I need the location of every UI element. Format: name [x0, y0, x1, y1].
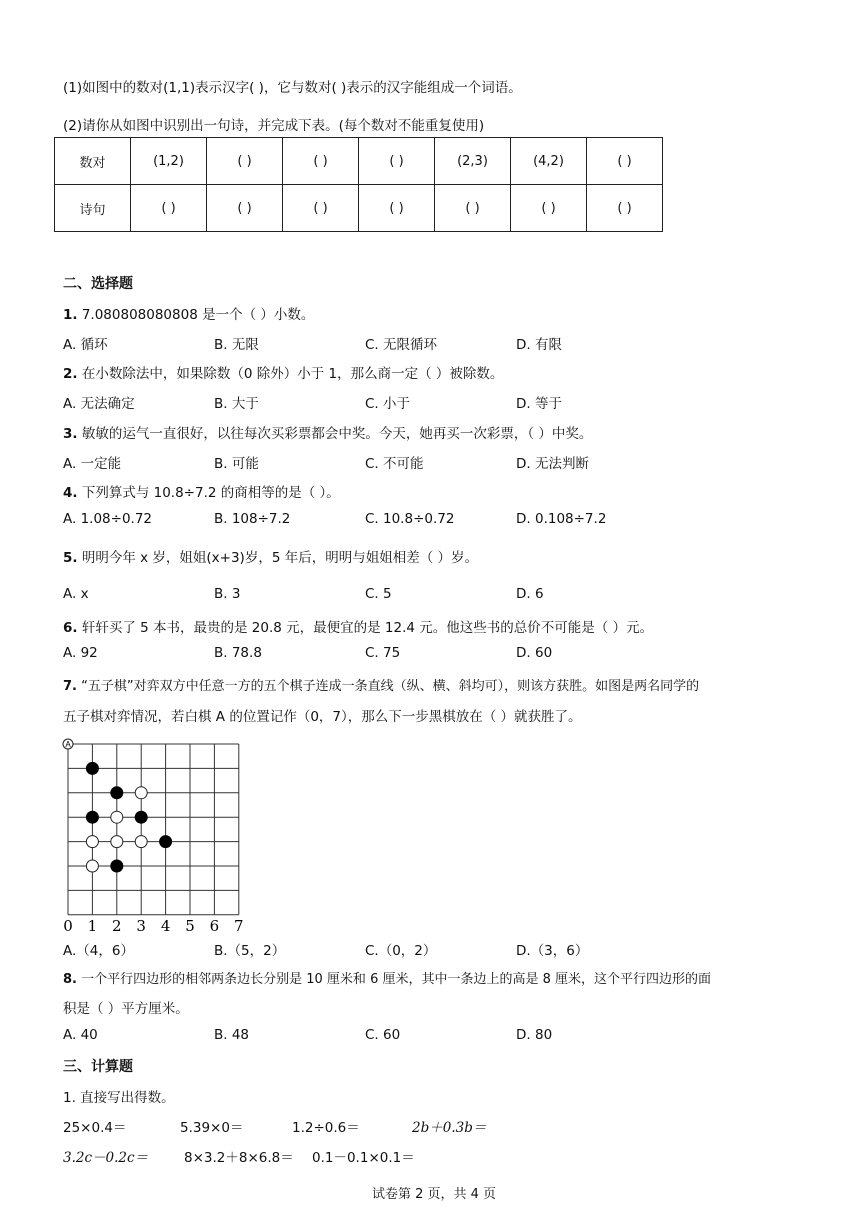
black-stone: [110, 786, 123, 799]
coordinate-poem-table: [54, 137, 663, 232]
table-cell: ( ): [207, 185, 283, 232]
calc-item: 25×0.4＝: [63, 1120, 127, 1136]
question-text-continued: 积是（ ）平方厘米。: [63, 1001, 189, 1017]
gomoku-board: [60, 736, 250, 935]
table-cell: ( ): [131, 185, 207, 232]
table-cell: ( ): [587, 185, 663, 232]
table-cell: ( ): [207, 138, 283, 185]
option-c[interactable]: C. 5: [365, 586, 392, 602]
choice-question-4: [63, 481, 340, 501]
choice-question-8: [63, 968, 711, 987]
axis-tick-label: 3: [136, 916, 146, 935]
table-cell: ( ): [283, 185, 359, 232]
axis-tick-label: 2: [112, 916, 122, 935]
question-number: 6.: [63, 620, 78, 636]
table-cell: ( ): [511, 185, 587, 232]
option-a[interactable]: A. 无法确定: [63, 396, 135, 412]
calc-item: 2b＋0.3b＝: [412, 1120, 487, 1136]
option-c[interactable]: C.（0，2）: [365, 943, 437, 959]
white-stone: [111, 811, 123, 823]
question-number: 1.: [63, 307, 78, 323]
table-cell: (2,3): [435, 138, 511, 185]
section-title-choice: 二、选择题: [63, 276, 133, 292]
choice-question-5: [63, 546, 478, 566]
question-text: 一个平行四边形的相邻两条边长分别是 10 厘米和 6 厘米，其中一条边上的高是 8 厘米，这个平行四边形的面: [81, 972, 712, 987]
table-row: [55, 185, 663, 232]
question-text: 下列算式与 10.8÷7.2 的商相等的是（ ）。: [81, 485, 340, 501]
table-row: [55, 138, 663, 185]
white-stone: [135, 787, 147, 799]
option-d[interactable]: D. 有限: [516, 337, 562, 353]
calc-item: 3.2c－0.2c＝: [63, 1150, 149, 1166]
white-stone: [135, 836, 147, 848]
question-number: 4.: [63, 485, 78, 501]
question-number: 3.: [63, 426, 78, 442]
option-a[interactable]: A. 1.08÷0.72: [63, 511, 153, 527]
option-b[interactable]: B. 大于: [214, 396, 259, 412]
calc-item: 0.1－0.1×0.1＝: [312, 1150, 415, 1166]
question-text-continued: 五子棋对弈情况，若白棋 A 的位置记作（0，7），那么下一步黑棋放在（ ）就获胜了。: [63, 709, 582, 725]
option-c[interactable]: C. 不可能: [365, 456, 424, 472]
question-1-text: (1)如图中的数对(1,1)表示汉字( )，它与数对( )表示的汉字能组成一个词语。: [63, 80, 522, 96]
choice-question-2: [63, 362, 503, 382]
option-b[interactable]: B. 108÷7.2: [214, 511, 291, 527]
option-c[interactable]: C. 60: [365, 1027, 401, 1043]
question-number: 2.: [63, 366, 78, 382]
axis-tick-label: 0: [63, 916, 73, 935]
question-number: 7.: [63, 679, 77, 694]
option-d[interactable]: D. 0.108÷7.2: [516, 511, 607, 527]
option-b[interactable]: B. 48: [214, 1027, 250, 1043]
option-a[interactable]: A. x: [63, 586, 89, 602]
option-b[interactable]: B. 3: [214, 586, 241, 602]
option-b[interactable]: B.（5，2）: [214, 943, 286, 959]
table-cell: 数对: [55, 138, 131, 185]
table-cell: ( ): [359, 185, 435, 232]
black-stone: [86, 811, 99, 824]
option-a[interactable]: A. 92: [63, 645, 98, 661]
axis-tick-label: 1: [87, 916, 98, 935]
option-a[interactable]: A. 一定能: [63, 456, 122, 472]
board-axis-labels: [63, 917, 243, 935]
option-a[interactable]: A. 40: [63, 1027, 98, 1043]
table-cell: ( ): [359, 138, 435, 185]
calc-item: 1.2÷0.6＝: [292, 1120, 360, 1136]
table-cell: ( ): [283, 138, 359, 185]
option-a[interactable]: A. 循环: [63, 337, 108, 353]
black-stone: [159, 835, 172, 848]
stone-label: A: [65, 740, 71, 749]
option-d[interactable]: D.（3，6）: [516, 943, 589, 959]
question-text: 7.080808080808 是一个（ ）小数。: [81, 307, 315, 323]
choice-question-7: [63, 675, 699, 694]
option-d[interactable]: D. 等于: [516, 396, 562, 412]
question-number: 5.: [63, 550, 78, 566]
calc-item: 5.39×0＝: [180, 1120, 244, 1136]
white-stone: [86, 836, 98, 848]
question-2-text: (2)请你从如图中识别出一句诗，并完成下表。(每个数对不能重复使用): [63, 118, 485, 134]
table-cell: 诗句: [55, 185, 131, 232]
question-number: 8.: [63, 972, 77, 987]
page-footer: 试卷第 2 页，共 4 页: [371, 1187, 497, 1202]
table-cell: (4,2): [511, 138, 587, 185]
choice-question-6: [63, 616, 653, 636]
option-d[interactable]: D. 6: [516, 586, 544, 602]
option-c[interactable]: C. 无限循环: [365, 337, 438, 353]
option-b[interactable]: B. 78.8: [214, 645, 262, 661]
black-stone: [110, 860, 123, 873]
calc-question-1: 1. 直接写出得数。: [63, 1090, 175, 1106]
question-text: 轩轩买了 5 本书，最贵的是 20.8 元，最便宜的是 12.4 元。他这些书的总价不可能是（ ）元。: [81, 620, 654, 636]
table-cell: (1,2): [131, 138, 207, 185]
question-text: 在小数除法中，如果除数（0 除外）小于 1，那么商一定（ ）被除数。: [81, 366, 504, 382]
axis-tick-label: 7: [234, 916, 244, 935]
question-text: 明明今年 x 岁，姐姐(x+3)岁，5 年后，明明与姐姐相差（ ）岁。: [81, 550, 478, 566]
axis-tick-label: 5: [185, 916, 195, 935]
white-stone: [111, 836, 123, 848]
section-title-calc: 三、计算题: [63, 1059, 133, 1075]
option-b[interactable]: B. 可能: [214, 456, 259, 472]
table-cell: ( ): [435, 185, 511, 232]
question-text: “五子棋”对弈双方中任意一方的五个棋子连成一条直线（纵、横、斜均可），则该方获胜。如图是两名同学的: [81, 679, 700, 694]
axis-tick-label: 4: [160, 916, 171, 935]
option-d[interactable]: D. 无法判断: [516, 456, 589, 472]
option-d[interactable]: D. 80: [516, 1027, 553, 1043]
option-d[interactable]: D. 60: [516, 645, 553, 661]
choice-question-3: [63, 422, 592, 442]
choice-question-1: [63, 303, 314, 323]
axis-tick-label: 6: [209, 916, 220, 935]
black-stone: [86, 762, 99, 775]
option-b[interactable]: B. 无限: [214, 337, 259, 353]
table-cell: ( ): [587, 138, 663, 185]
option-c[interactable]: C. 75: [365, 645, 401, 661]
option-a[interactable]: A.（4，6）: [63, 943, 134, 959]
black-stone: [135, 811, 148, 824]
white-stone: [86, 860, 98, 872]
option-c[interactable]: C. 10.8÷0.72: [365, 511, 455, 527]
question-text: 敏敏的运气一直很好，以往每次买彩票都会中奖。今天，她再买一次彩票，（ ）中奖。: [81, 426, 593, 442]
option-c[interactable]: C. 小于: [365, 396, 411, 412]
calc-item: 8×3.2＋8×6.8＝: [184, 1150, 294, 1166]
